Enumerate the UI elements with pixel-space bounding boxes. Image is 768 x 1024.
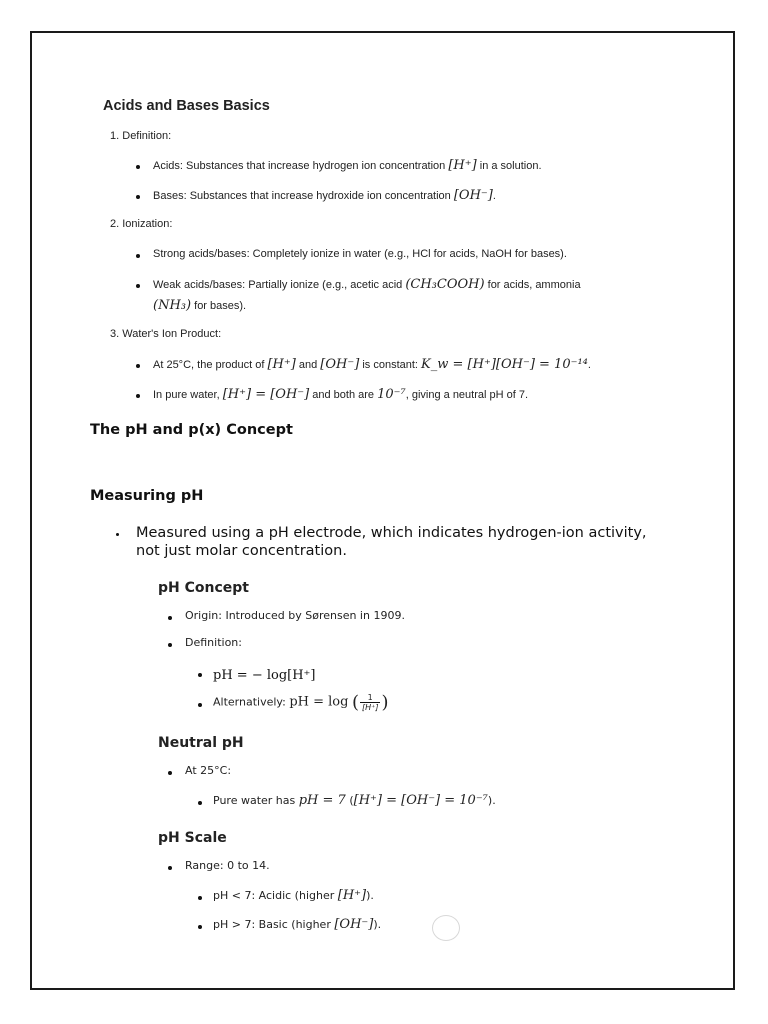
bullet-weak-line2: (NH₃) for bases). bbox=[153, 298, 247, 313]
bullet-dot bbox=[198, 673, 202, 677]
list-item-3: 3. Water's Ion Product: bbox=[110, 328, 222, 340]
bullet-weak: Weak acids/bases: Partially ionize (e.g., acetic acid (CH₃COOH) for acids, ammonia bbox=[153, 277, 581, 292]
bullet-dot bbox=[136, 195, 140, 199]
scale-basic: pH > 7: Basic (higher [OH⁻]). bbox=[213, 917, 382, 932]
document-frame bbox=[30, 31, 735, 990]
bullet-pure-water: In pure water, [H⁺] = [OH⁻] and both are 10⁻⁷, giving a neutral pH of 7. bbox=[153, 387, 529, 402]
bullet-dot bbox=[136, 254, 140, 258]
measuring-text-line1: Measured using a pH electrode, which indicates hydrogen-ion activity, bbox=[136, 525, 647, 541]
bullet-dot bbox=[136, 284, 140, 288]
bullet-dot bbox=[136, 165, 140, 169]
bullet-dot bbox=[168, 616, 172, 620]
bullet-dot bbox=[198, 896, 202, 900]
heading-ph-concept: pH Concept bbox=[158, 580, 249, 596]
heading-ph-px-concept: The pH and p(x) Concept bbox=[90, 422, 293, 438]
neutral-pure-water: Pure water has pH = 7 ([H⁺] = [OH⁻] = 10⁻⁷). bbox=[213, 793, 496, 808]
list-item-1: 1. Definition: bbox=[110, 130, 172, 142]
list-item-2: 2. Ionization: bbox=[110, 218, 173, 230]
measuring-text-line2: not just molar concentration. bbox=[136, 543, 347, 559]
section-title-acids-bases: Acids and Bases Basics bbox=[103, 98, 270, 114]
bullet-ion-product: At 25°C, the product of [H⁺] and [OH⁻] is constant: K_w = [H⁺][OH⁻] = 10⁻¹⁴. bbox=[153, 357, 591, 372]
bullet-acids: Acids: Substances that increase hydrogen ion concentration [H⁺] in a solution. bbox=[153, 158, 542, 173]
fraction: $\frac{1}{[H^+]}$ bbox=[361, 693, 379, 712]
bullet-dot bbox=[116, 533, 119, 536]
ph-formula: pH = − log[H⁺] bbox=[213, 668, 316, 683]
bullet-dot bbox=[198, 801, 202, 805]
bullet-dot bbox=[198, 703, 202, 707]
scale-acidic: pH < 7: Acidic (higher [H⁺]). bbox=[213, 888, 374, 903]
bullet-dot bbox=[136, 364, 140, 368]
bullet-dot bbox=[168, 771, 172, 775]
bullet-dot bbox=[168, 643, 172, 647]
heading-neutral-ph: Neutral pH bbox=[158, 735, 244, 751]
scale-range: Range: 0 to 14. bbox=[185, 859, 270, 872]
ph-alternative-formula: Alternatively: pH = log ( $\frac{1}{[H^+]}$ ) bbox=[213, 692, 389, 713]
definition-text: Definition: bbox=[185, 636, 242, 649]
heading-ph-scale: pH Scale bbox=[158, 830, 227, 846]
cursor-indicator bbox=[432, 915, 460, 941]
neutral-at-25c: At 25°C: bbox=[185, 764, 232, 777]
origin-text: Origin: Introduced by Sørensen in 1909. bbox=[185, 609, 405, 622]
bullet-dot bbox=[168, 866, 172, 870]
bullet-dot bbox=[198, 925, 202, 929]
bullet-dot bbox=[136, 394, 140, 398]
bullet-bases: Bases: Substances that increase hydroxide ion concentration [OH⁻]. bbox=[153, 188, 496, 203]
bullet-strong: Strong acids/bases: Completely ionize in water (e.g., HCl for acids, NaOH for bases). bbox=[153, 248, 567, 260]
heading-measuring-ph: Measuring pH bbox=[90, 488, 204, 504]
